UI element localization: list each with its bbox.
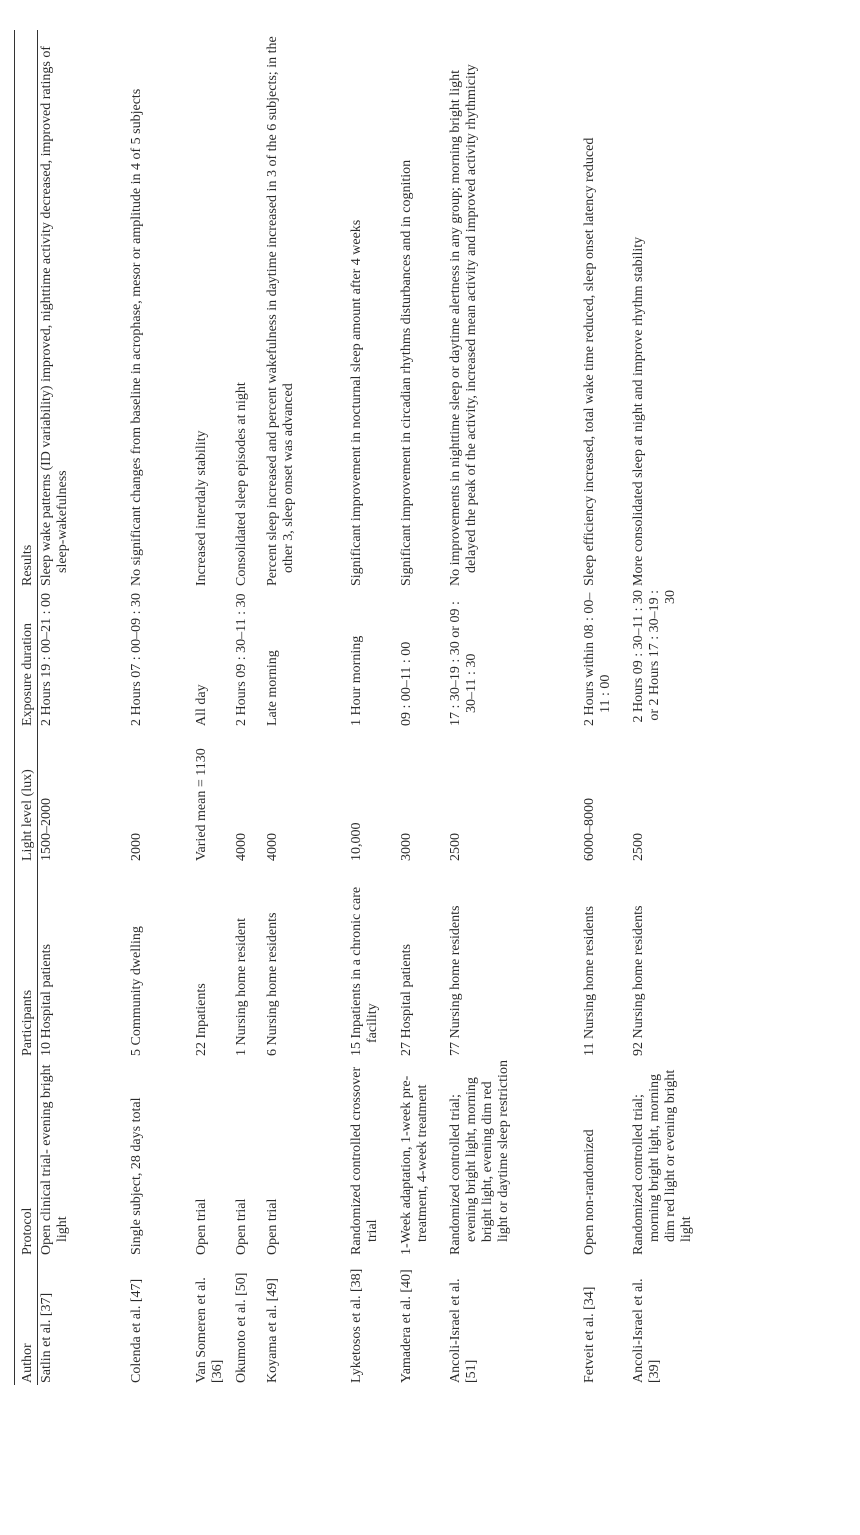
cell-light-level: 2500 [448, 833, 463, 861]
light-therapy-studies-table [14, 30, 701, 1385]
cell-author: Ancoli-Israel et al. [39] [631, 1278, 662, 1383]
cell-author: Koyama et al. [49] [265, 1278, 280, 1383]
cell-author: Van Someren et al. [36] [194, 1277, 225, 1383]
cell-protocol: Open trial [265, 1198, 280, 1255]
cell-results: No improvements in nighttime sleep or daytime alertness in any group; morning bright light delayed the peak of the activity, increased mean activity and improved activity rhythmicity [448, 64, 479, 586]
table-row [348, 30, 398, 1385]
table-row [581, 30, 630, 1385]
cell-light-level: 10,000 [349, 822, 364, 861]
cell-exposure: 2 Hours 09 : 30–11 : 30 or 2 Hours 17 : 30–19 : 30 [631, 590, 678, 723]
cell-exposure: All day [194, 684, 209, 726]
header-light-level: Light level (lux) [15, 728, 38, 863]
table-header-row [15, 30, 38, 1385]
table-row [264, 30, 348, 1385]
cell-protocol: Randomized controlled crossover trial [349, 1066, 380, 1255]
cell-exposure: 17 : 30–19 : 30 or 09 : 30–11 : 30 [448, 601, 479, 726]
cell-participants: 5 Community dwelling [129, 926, 144, 1056]
cell-results: Sleep wake patterns (ID variability) improved, nighttime activity decreased, improved ratings of sleep-wakefulness [39, 46, 70, 586]
cell-light-level: 4000 [265, 833, 280, 861]
cell-exposure: 2 Hours 19 : 00–21 : 00 [39, 593, 54, 726]
cell-light-level: 2000 [129, 833, 144, 861]
cell-protocol: Open non-randomized [582, 1129, 597, 1255]
cell-results: Significant improvement in circadian rhythms disturbances and in cognition [399, 159, 414, 586]
table-row [128, 30, 193, 1385]
table-row [630, 30, 701, 1385]
cell-protocol: Randomized controlled trial; evening bright light, morning bright light, evening dim red light or daytime sleep restriction [448, 1060, 511, 1255]
cell-results: No significant changes from baseline in acrophase, mesor or amplitude in 4 of 5 subjects [129, 88, 144, 586]
cell-light-level: Varied mean = 1130 [194, 748, 209, 861]
cell-exposure: 2 Hours 09 : 30–11 : 30 [234, 593, 249, 726]
cell-participants: 92 Nursing home residents [631, 905, 646, 1056]
cell-exposure: 2 Hours 07 : 00–09 : 30 [129, 593, 144, 726]
cell-protocol: 1-Week adaptation, 1-week pre-treatment, 4-week treatment [399, 1075, 430, 1255]
cell-participants: 6 Nursing home residents [265, 912, 280, 1056]
cell-exposure: Late morning [265, 650, 280, 726]
cell-author: Fetveit et al. [34] [582, 1286, 597, 1383]
cell-results: Sleep efficiency increased, total wake time reduced, sleep onset latency reduced [582, 137, 597, 586]
cell-light-level: 6000–8000 [582, 798, 597, 861]
header-exposure-duration: Exposure duration [15, 588, 38, 728]
cell-exposure: 09 : 00–11 : 00 [399, 641, 414, 726]
cell-author: Lyketosos et al. [38] [349, 1268, 364, 1383]
header-participants: Participants [15, 863, 38, 1058]
cell-protocol: Single subject, 28 days total [129, 1097, 144, 1255]
cell-participants: 10 Hospital patients [39, 944, 54, 1056]
header-protocol: Protocol [15, 1058, 38, 1257]
cell-author: Satlin et al. [37] [39, 1292, 54, 1383]
cell-participants: 77 Nursing home residents [448, 905, 463, 1056]
cell-author: Ancoli-Israel et al. [51] [448, 1278, 479, 1383]
table-row [193, 30, 233, 1385]
cell-participants: 11 Nursing home residents [582, 906, 597, 1056]
cell-exposure: 1 Hour morning [349, 635, 364, 726]
cell-participants: 1 Nursing home resident [234, 917, 249, 1056]
cell-results: Increased interdaly stability [194, 430, 209, 586]
cell-participants: 22 Inpatients [194, 983, 209, 1056]
table-row [38, 30, 129, 1385]
cell-protocol: Open trial [234, 1198, 249, 1255]
cell-protocol: Open trial [194, 1198, 209, 1255]
cell-protocol: Open clinical trial- evening bright light [39, 1064, 70, 1255]
cell-light-level: 1500–2000 [39, 798, 54, 861]
header-author: Author [15, 1257, 38, 1385]
cell-participants: 15 Inpatients in a chronic care facility [349, 886, 380, 1056]
cell-author: Colenda et al. [47] [129, 1278, 144, 1383]
cell-results: Consolidated sleep episodes at night [234, 382, 249, 586]
cell-participants: 27 Hospital patients [399, 944, 414, 1056]
cell-author: Yamadera et al. [40] [399, 1269, 414, 1383]
cell-exposure: 2 Hours within 08 : 00–11 : 00 [582, 592, 613, 726]
cell-light-level: 2500 [631, 833, 646, 861]
cell-author: Okumoto et al. [50] [234, 1272, 249, 1383]
cell-protocol: Randomized controlled trial; morning bright light, morning dim red light or evening bright light [631, 1069, 694, 1255]
cell-light-level: 4000 [234, 833, 249, 861]
table-row [398, 30, 447, 1385]
cell-results: Significant improvement in nocturnal sleep amount after 4 weeks [349, 219, 364, 586]
header-results: Results [15, 30, 38, 588]
table-row [233, 30, 264, 1385]
cell-results: Percent sleep increased and percent wakefulness in daytime increased in 3 of the 6 subjects; in the other 3, sleep onset was advanced [265, 36, 296, 586]
cell-results: More consolidated sleep at night and improve rhythm stability [631, 236, 646, 586]
table-row [447, 30, 581, 1385]
cell-light-level: 3000 [399, 833, 414, 861]
